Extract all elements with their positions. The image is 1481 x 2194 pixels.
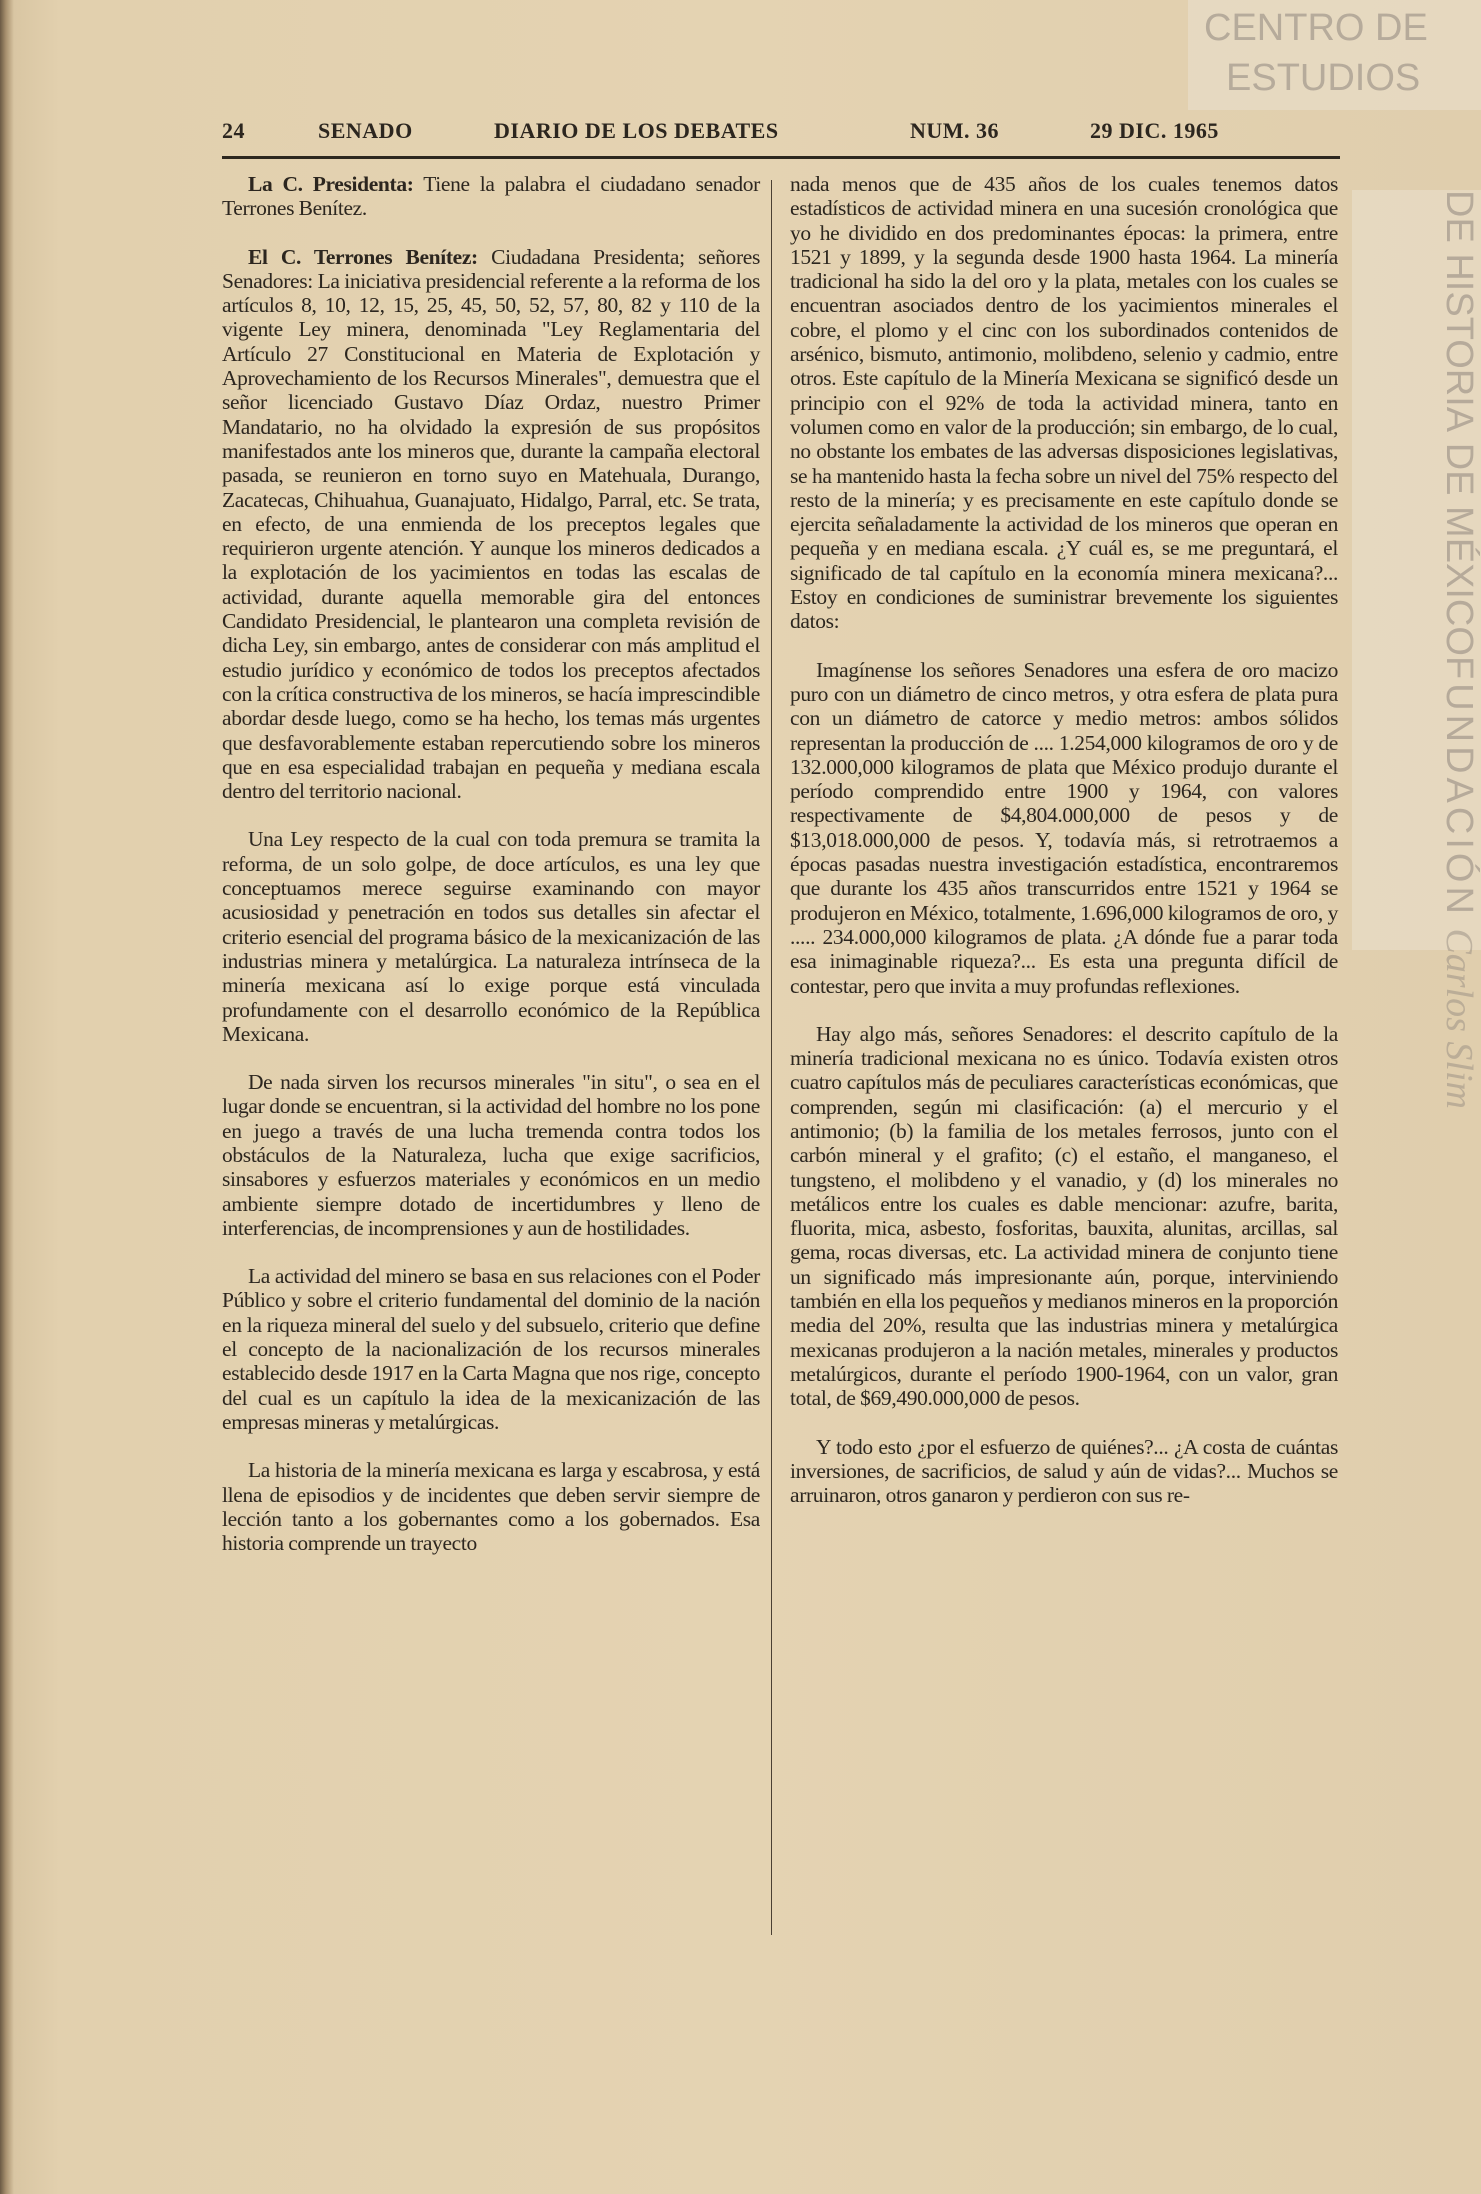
paragraph: nada menos que de 435 años de los cuales tenemos datos estadísticos de actividad minera en una sucesión cronológica que yo he dividido en dos predominantes épocas: la primera, entre 1521 y 1899, y la segunda desde 1900 hasta 1964. La minería tradicional ha sido la del oro y la plata, metales con los cuales se encuentran asociados dentro de los yacimientos minerales el cobre, el plomo y el cinc con los subordinados contenidos de arsénico, bismuto, antimonio, molibdeno, selenio y cadmio, entre otros. Este capítulo de la Minería Mexicana se significó desde un principio con el 92% de toda la actividad minera, tanto en volumen como en valor de la producción; sin embargo, de lo cual, no obstante los embates de las adversas disposiciones legislativas, se ha mantenido hasta la fecha sobre un nivel del 75% respecto del resto de la minería; y es precisamente en este capítulo donde se ejercita señaladamente la actividad de los mineros que operan en pequeña y en mediana escala. ¿Y cuál es, se me preguntará, el significado de tal capítulo en la economía minera mexicana?... Estoy en condiciones de suministrar brevemente los siguientes datos: bbox=[790, 172, 1338, 634]
issue-number: NUM. 36 bbox=[910, 118, 1000, 143]
paragraph: La actividad del minero se basa en sus relaciones con el Poder Público y sobre el criterio fundamental del dominio de la nación en la riqueza mineral del suelo y del subsuelo, criterio que define el concepto de la nacionalización de los recursos minerales establecido desde 1917 en la Carta Magna que nos rige, concepto del cual es un capítulo la idea de la mexicanización de las empresas mineras y metalúrgicas. bbox=[222, 1264, 760, 1434]
paragraph bbox=[222, 172, 760, 221]
paragraph bbox=[222, 245, 760, 804]
section-name: SENADO bbox=[318, 118, 413, 143]
watermark-signature: Carlos Slim bbox=[1438, 928, 1480, 1109]
watermark-column bbox=[1352, 656, 1481, 1109]
paragraph: Y todo esto ¿por el esfuerzo de quiénes?... ¿A costa de cuántas inversiones, de sacrificios, de salud y aún de vidas?... Muchos se arruinaron, otros ganaron y perdieron con sus re- bbox=[790, 1434, 1338, 1508]
watermark-line: DE MÉXICO bbox=[1438, 442, 1480, 656]
paragraph-text: Ciudadana Presidenta; señores Senadores: La iniciativa presidencial referente a la reforma de los artículos 8, 10, 12, 15, 25, 45, 50, 52, 57, 80, 82 y 110 de la vigente Ley minera, denominada "Ley Reglamentaria del Artículo 27 Constitucional en Materia de Explotación y Aprovechamiento de los Recursos Minerales", demuestra que el señor licenciado Gustavo Díaz Ordaz, nuestro Primer Mandatario, no ha olvidado la expresión de sus propósitos manifestados ante los mineros que, durante la campaña electoral pasada, se reunieron en torno suyo en Matehuala, Durango, Zacatecas, Chihuahua, Guanajuato, Hidalgo, Parral, etc. Se trata, en efecto, de una enmienda de los preceptos legales que requirieron urgente atención. Y aunque los mineros dedicados a la explotación de los yacimientos en todas las escalas de actividad, durante aquella memorable gira del entonces Candidato Presidencial, le plantearon una completa revisión de dicha Ley, sin embargo, antes de considerar con más amplitud el estudio jurídico y económico de todos los preceptos afectados con la crítica constructiva de los mineros, se hacía imprescindible abordar desde luego, como se ha hecho, los temas más urgentes que desfavorablemente estaban repercutiendo sobre los mineros que en esa especialidad trabajan en pequeña y mediana escala dentro del territorio nacional. bbox=[222, 244, 760, 804]
paragraph: Hay algo más, señores Senadores: el descrito capítulo de la minería tradicional mexicana no es único. Todavía existen otros cuatro capítulos más de peculiares características económicas, que comprenden, según mi clasificación: (a) el mercurio y el antimonio; (b) la familia de los metales ferrosos, junto con el carbón mineral y el grafito; (c) el estaño, el manganeso, el tungsteno, el molibdeno y el vanadio, y (d) los minerales no metálicos entre los cuales es dable mencionar: azufre, barita, fluorita, mica, asbesto, fosforitas, bauxita, alunitas, arcillas, sal gema, rocas diversas, etc. La actividad minera de conjunto tiene un significado más impresionante aún, porque, interviniendo también en ella los pequeños y medianos mineros en la proporción media del 20%, resulta que las industrias minera y metalúrgica mexicanas produjeron a la nación metales, minerales y productos metalúrgicos, durante el período 1900-1964, con un valor, gran total, de $69,490.000,000 de pesos. bbox=[790, 1021, 1338, 1411]
paragraph: Una Ley respecto de la cual con toda premura se tramita la reforma, de un solo golpe, de doce artículos, es una ley que conceptuamos merece seguirse examinando con mayor acusiosidad y penetración en todos sus detalles sin afectar el criterio esencial del programa básico de la mexicanización de las industrias minera y metalúrgica. La naturaleza intrínseca de la minería mexicana así lo exige porque está vinculada profundamente con el desarrollo económico de la República Mexicana. bbox=[222, 827, 760, 1046]
paragraph-text: Tiene la palabra el ciudadano senador Terrones Benítez. bbox=[222, 172, 760, 221]
paragraph: La historia de la minería mexicana es larga y escabrosa, y está llena de episodios y de incidentes que deben servir siempre de lección tanto a los gobernantes como a los gobernados. Esa historia comprende un trayecto bbox=[222, 1458, 760, 1556]
speaker: El C. Terrones Benítez: bbox=[248, 244, 478, 269]
watermark-line: FUNDACIÓN bbox=[1438, 655, 1480, 918]
issue-date: 29 DIC. 1965 bbox=[1090, 118, 1219, 143]
page-header bbox=[222, 118, 1232, 148]
watermark-line: ESTUDIOS bbox=[1226, 57, 1421, 99]
left-column bbox=[222, 172, 760, 1579]
right-column bbox=[790, 172, 1338, 1531]
watermark-line: CENTRO DE bbox=[1204, 7, 1428, 49]
watermark-column bbox=[1352, 190, 1481, 656]
watermark-side bbox=[1352, 190, 1481, 1109]
page-number: 24 bbox=[222, 118, 245, 143]
paragraph: De nada sirven los recursos minerales "in situ", o sea en el lugar donde se encuentran, si la actividad del hombre no los pone en juego a través de una lucha tremenda contra todos los obstáculos de la Naturaleza, lucha que exige sacrificios, sinsabores y esfuerzos materiales y económicos en un medio ambiente siempre dotado de incertidumbres y lleno de interferencias, de incomprensiones y aun de hostilidades. bbox=[222, 1070, 760, 1240]
watermark-line: DE HISTORIA bbox=[1438, 190, 1480, 433]
header-rule bbox=[222, 156, 1340, 159]
watermark bbox=[1188, 0, 1481, 110]
paragraph: Imagínense los señores Senadores una esfera de oro macizo puro con un diámetro de cinco metros, y otra esfera de plata pura con un diámetro de catorce y medio metros: ambos sólidos representan la producción de .... 1.254,000 kilogramos de oro y de 132.000,000 kilogramos de plata que México produjo durante el período comprendido entre 1900 y 1964, con valores respectivamente de $4,804.000,000 de pesos y de $13,018.000,000 de pesos. Y, todavía más, si retrotraemos a épocas pasadas nuestra investigación estadística, encontraremos que durante los 435 años transcurridos entre 1521 y 1964 se produjeron en México, totalmente, 1.696,000 kilogramos de oro, y ..... 234.000,000 kilogramos de plata. ¿A dónde fue a parar toda esa inimaginable riqueza?... Es esta una pregunta difícil de contestar, pero que invita a muy profundas reflexiones. bbox=[790, 657, 1338, 998]
column-divider bbox=[771, 180, 772, 1935]
speaker: La C. Presidenta: bbox=[248, 172, 414, 196]
publication-title: DIARIO DE LOS DEBATES bbox=[494, 118, 779, 143]
